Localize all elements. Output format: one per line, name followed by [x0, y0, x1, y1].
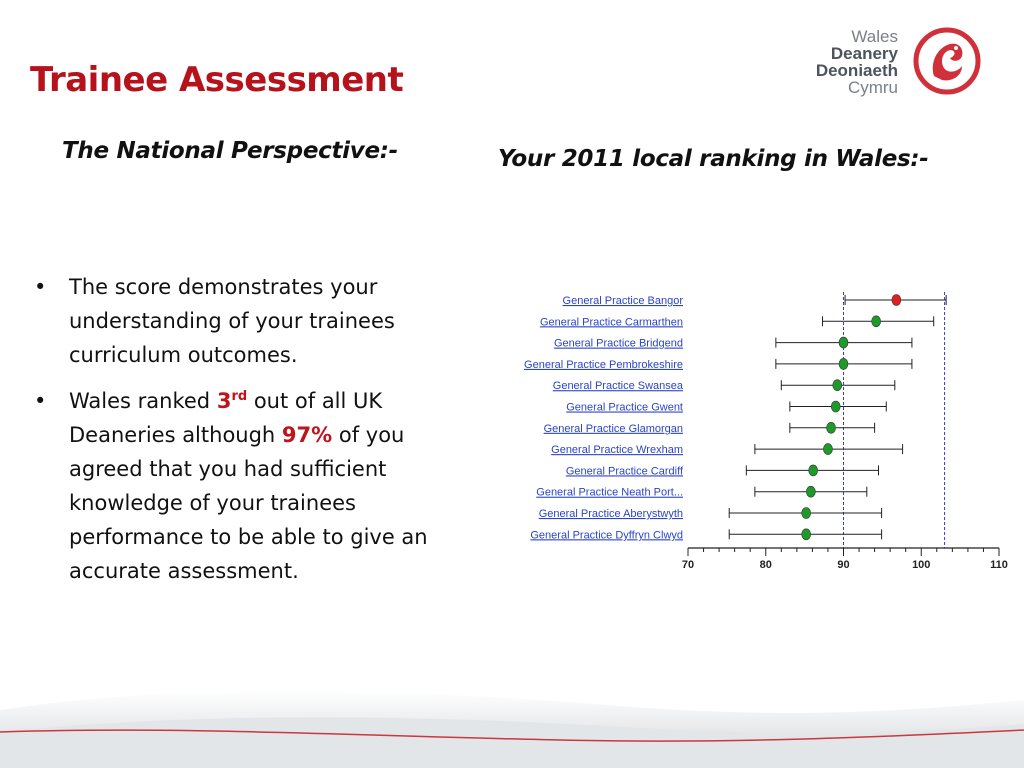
data-point: [892, 295, 901, 306]
row-label: General Practice Bridgend: [553, 337, 683, 350]
row-label: General Practice Neath Port...: [536, 486, 683, 499]
bullet-marker: •: [34, 275, 47, 299]
bullet-text-pre: Wales ranked: [69, 389, 217, 413]
row-label: General Practice Wrexham: [551, 444, 683, 457]
bullet-text: The score demonstrates your understanding of your trainees curriculum outcomes.: [69, 275, 395, 367]
row-label: General Practice Aberystwyth: [538, 508, 683, 520]
footer-wave-decoration: [0, 670, 1024, 768]
bullet-item-score: [32, 270, 472, 372]
row-label: General Practice Carmarthen: [539, 316, 683, 329]
data-point: [839, 337, 848, 348]
row-label: General Practice Swansea: [552, 380, 683, 393]
x-tick-label: 110: [990, 559, 1008, 571]
data-point: [802, 508, 811, 519]
row-label: General Practice Cardiff: [565, 465, 683, 478]
row-label: General Practice Pembrokeshire: [524, 358, 683, 371]
logo-line-3: Deoniaeth: [815, 61, 898, 80]
data-point: [809, 465, 818, 476]
x-tick-label: 100: [912, 559, 931, 571]
bullet-list: [32, 270, 472, 600]
data-point: [831, 401, 840, 412]
ranking-forest-plot: [520, 288, 1020, 578]
row-label: General Practice Bangor: [562, 295, 683, 307]
x-tick-label: 70: [681, 559, 695, 571]
data-point: [806, 486, 815, 497]
x-tick-label: 90: [837, 559, 850, 571]
row-label: General Practice Dyffryn Clwyd: [530, 529, 683, 542]
data-point: [872, 316, 881, 327]
data-point: [823, 444, 832, 455]
dragon-logo-icon: [912, 26, 982, 96]
rank-suffix: rd: [231, 389, 248, 404]
data-point: [802, 529, 811, 540]
data-point: [839, 358, 848, 369]
bullet-text-post: of you agreed that you had sufficient knowledge of your trainees performance to be able to give an accurate assessment.: [69, 423, 428, 583]
logo-line-4: Cymru: [847, 78, 898, 97]
logo-wordmark: [816, 28, 898, 96]
logo-line-1: Wales: [851, 27, 898, 46]
slide-title: Trainee Assessment: [30, 60, 404, 100]
local-ranking-heading: Your 2011 local ranking in Wales:-: [498, 146, 929, 172]
bullet-text-mid: out of all UK Deaneries although: [69, 389, 383, 447]
row-label: General Practice Glamorgan: [543, 422, 683, 435]
data-point: [833, 380, 842, 391]
row-label: General Practice Gwent: [566, 401, 683, 414]
rank-value: [217, 389, 247, 413]
x-tick-label: 80: [759, 559, 772, 571]
logo-line-2: Deanery: [830, 44, 898, 63]
bullet-marker: •: [34, 389, 47, 413]
bullet-item-ranking: [32, 384, 472, 588]
national-perspective-heading: The National Perspective:-: [62, 138, 398, 164]
percent-value: 97%: [281, 423, 333, 447]
rank-number: 3: [216, 389, 232, 413]
data-point: [827, 422, 836, 433]
